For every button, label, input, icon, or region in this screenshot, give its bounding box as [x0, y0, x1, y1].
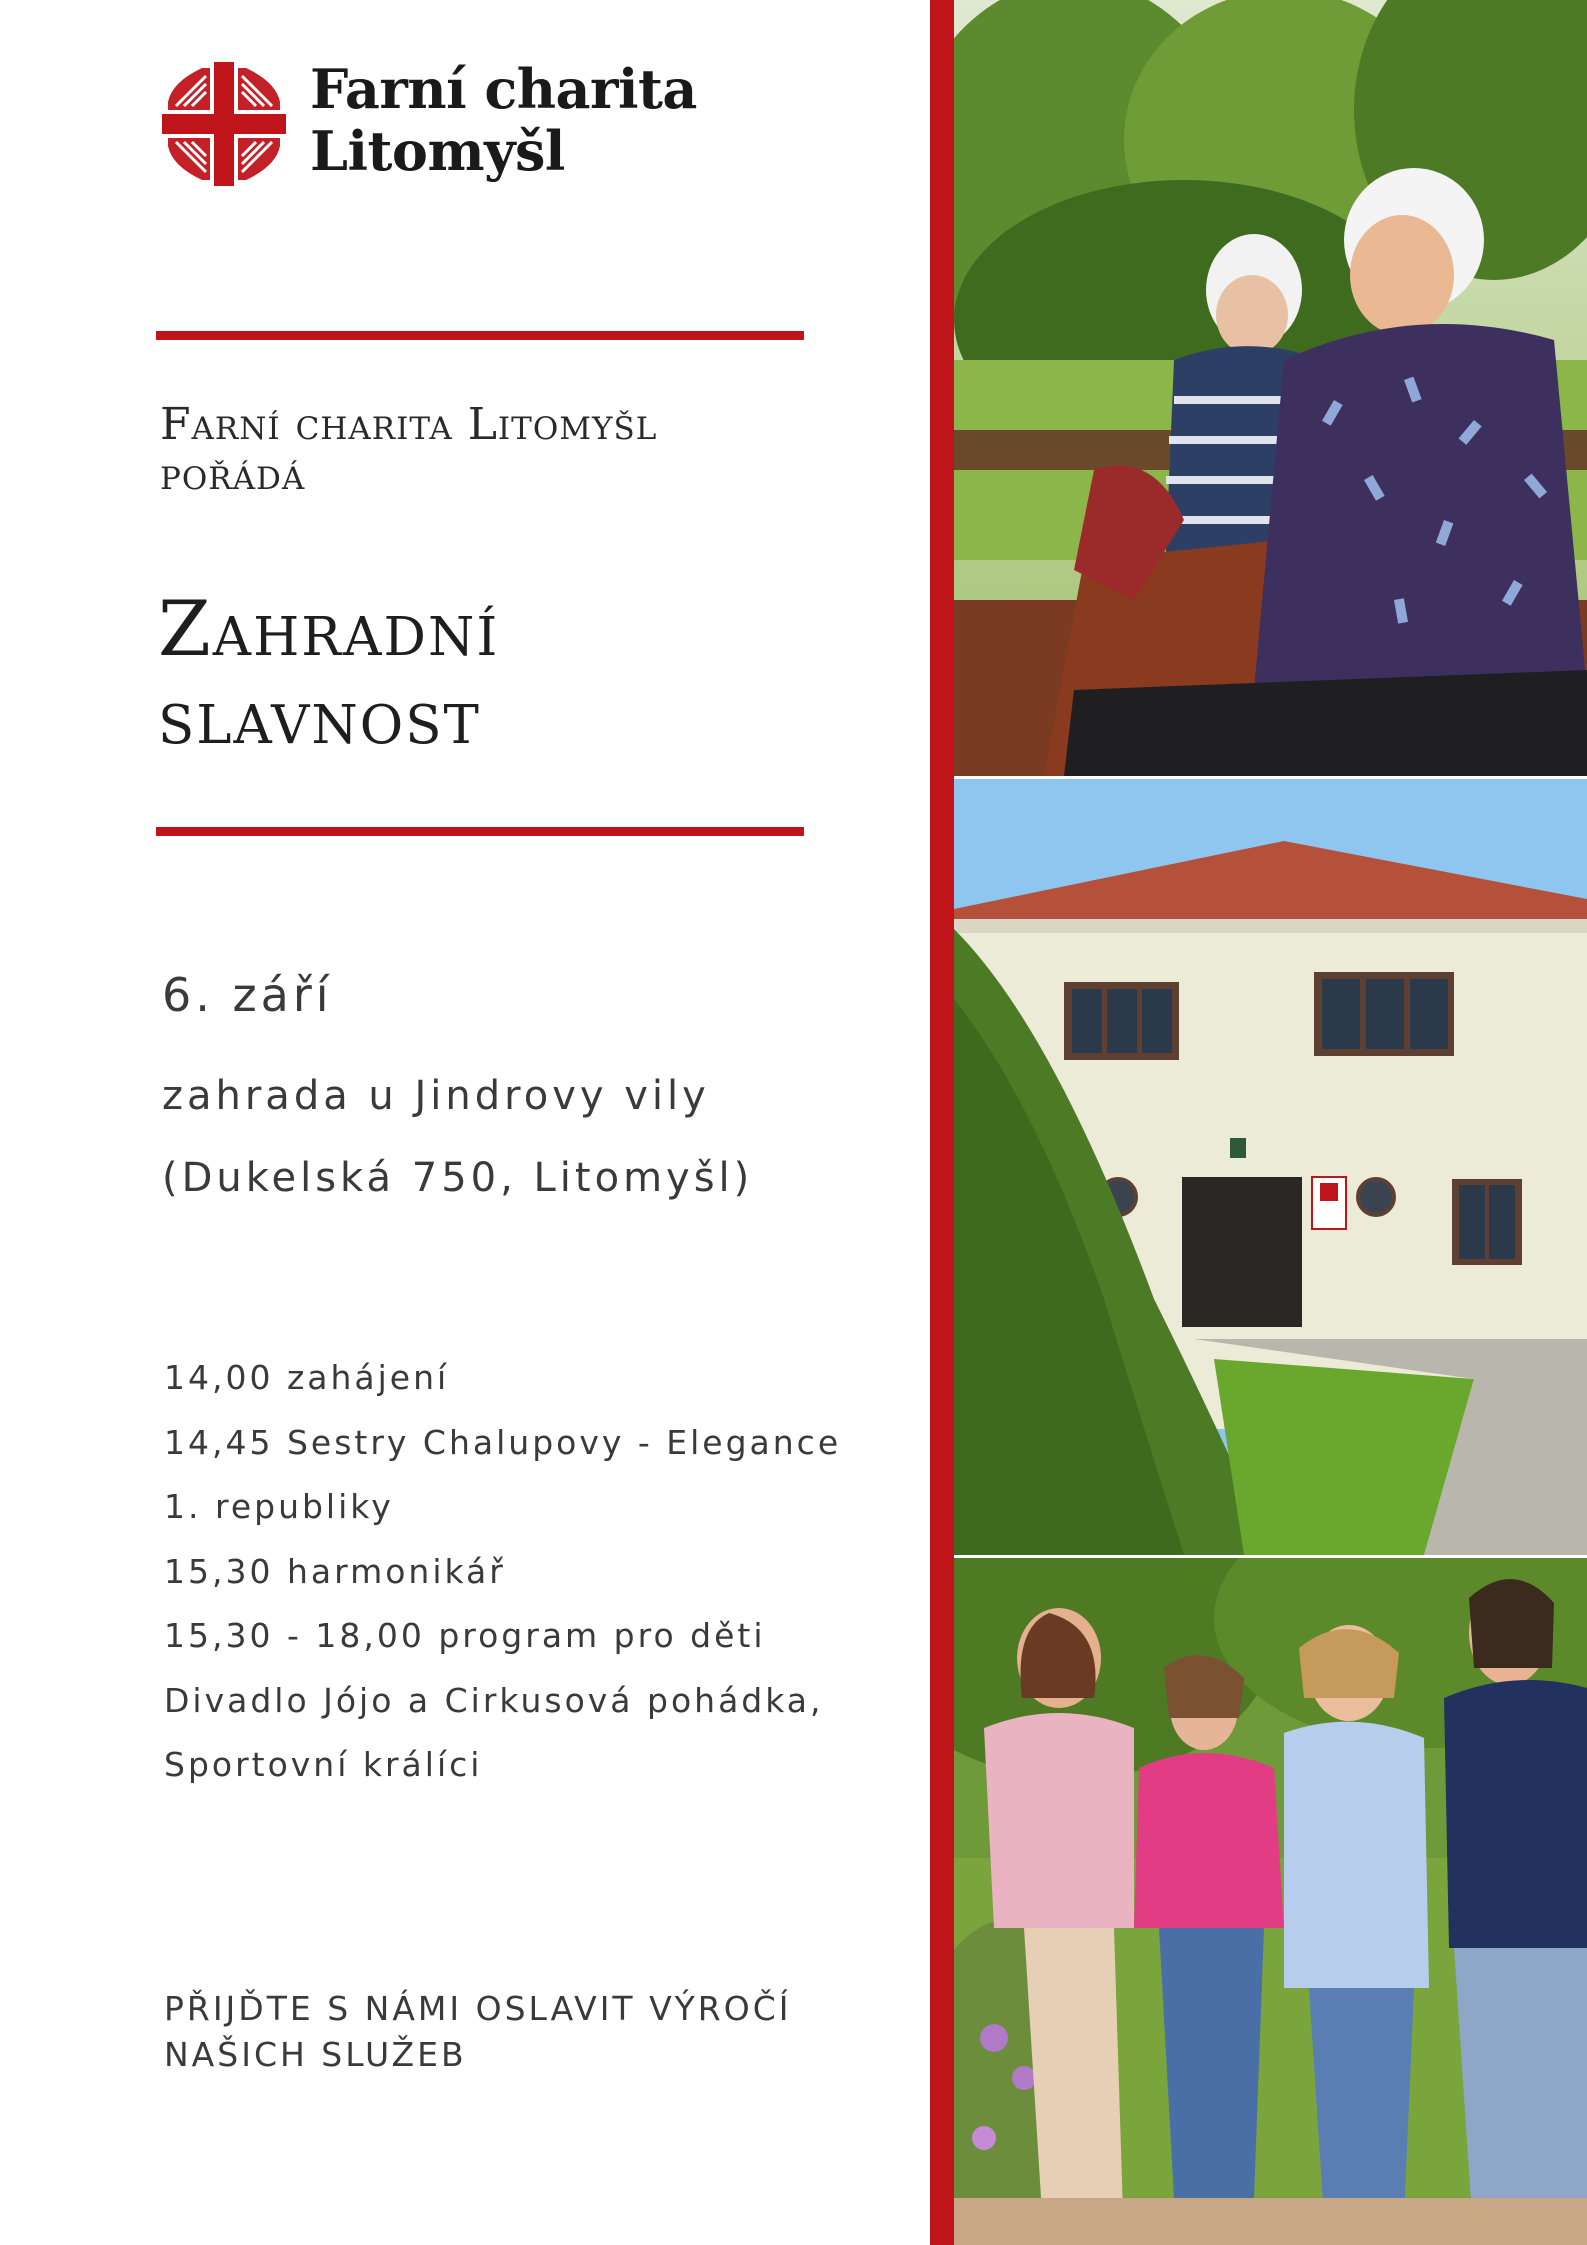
organizer-heading [160, 400, 860, 500]
invite-line-2: NAŠICH SLUŽEB [164, 2035, 467, 2074]
program-item: 15,30 - 18,00 program pro děti [164, 1616, 766, 1655]
organizer-line-1: Farní charita Litomyšl [160, 399, 658, 450]
logo-wordmark [310, 58, 697, 182]
photo-elderly-couple [954, 0, 1587, 776]
program-item: Sportovní králíci [164, 1745, 483, 1784]
program-item: 15,30 harmonikář [164, 1551, 506, 1591]
program-item: 1. republiky [164, 1487, 394, 1526]
event-date: 6. září [162, 968, 333, 1022]
event-venue [162, 1055, 902, 1219]
event-title [158, 585, 858, 761]
divider-top [156, 331, 804, 340]
photo-column [954, 0, 1587, 2245]
event-title-line-1: Zahradní [158, 584, 500, 673]
program-item: 14,00 zahájení [164, 1358, 450, 1397]
venue-line-2: (Dukelská 750, Litomyšl) [162, 1155, 754, 1201]
logo-line-1: Farní charita [310, 57, 697, 121]
photo-team [954, 1558, 1587, 2245]
divider-bottom [156, 827, 804, 836]
organizer-line-2: pořádá [160, 449, 306, 500]
photo-building [954, 779, 1587, 1555]
program-list [164, 1346, 904, 1798]
caritas-cross-icon [162, 62, 286, 186]
invitation-text [164, 1986, 904, 2078]
invite-line-1: PŘIJĎTE S NÁMI OSLAVIT VÝROČÍ [164, 1989, 792, 2028]
red-vertical-band [930, 0, 954, 2245]
program-item: Divadlo Jójo a Cirkusová pohádka, [164, 1680, 824, 1720]
event-title-line-2: slavnost [158, 672, 481, 761]
charity-logo [162, 58, 722, 203]
venue-line-1: zahrada u Jindrovy vily [162, 1073, 710, 1119]
program-item: 14,45 Sestry Chalupovy - Elegance [164, 1422, 842, 1462]
logo-line-2: Litomyšl [310, 119, 565, 183]
